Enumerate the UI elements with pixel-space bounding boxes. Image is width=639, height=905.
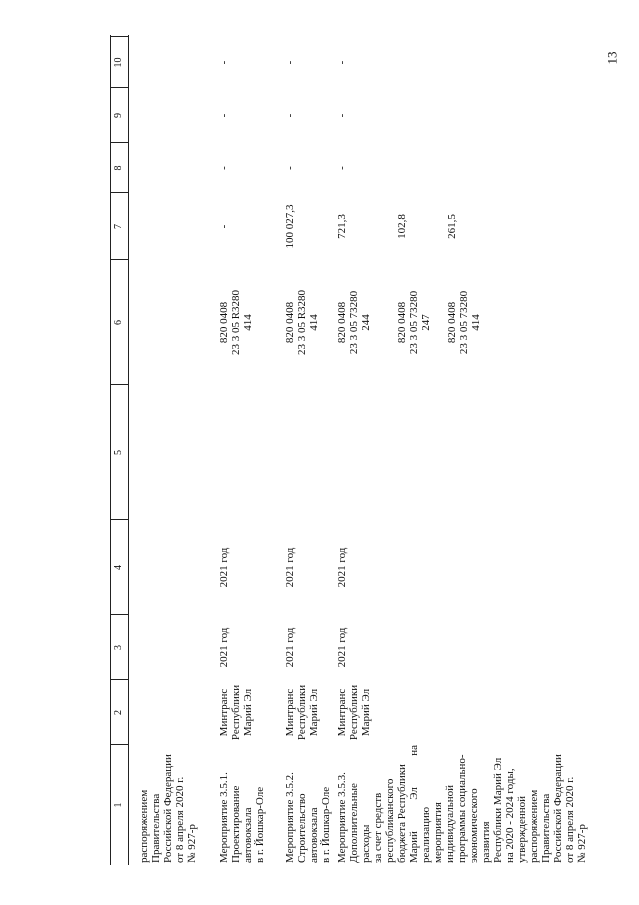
table-cell: -	[336, 166, 348, 170]
table-cell: 2021 год	[284, 627, 296, 668]
column-number: 3	[113, 645, 124, 650]
table-cell: распоряжением Правительства Российской Федерации от 8 апреля 2020 г. № 927-р	[138, 754, 198, 863]
table-cell: Мероприятие 3.5.1. Проектирование автовокзала в г. Йошкар-Оле	[218, 772, 266, 863]
table-cell: 2021 год	[336, 547, 348, 588]
column-number: 9	[113, 113, 124, 118]
page-number: 13	[604, 51, 620, 65]
table-cell: -	[336, 60, 348, 65]
header-bottom-rule	[128, 35, 129, 865]
table-cell: 100 027,3	[284, 204, 296, 249]
table-cell: -	[284, 60, 296, 65]
table-top-rule	[110, 35, 111, 865]
column-number: 5	[113, 450, 124, 455]
table-cell: -	[218, 224, 230, 229]
table-cell: -	[284, 166, 296, 170]
column-number: 1	[113, 802, 124, 808]
table-cell: -	[218, 166, 230, 170]
table-cell: 102,8	[396, 214, 408, 239]
table-cell: 261,5	[446, 214, 458, 239]
table-cell: 2021 год	[284, 547, 296, 588]
column-number: 6	[113, 320, 124, 325]
table-cell: 2021 год	[218, 627, 230, 668]
table-cell: 2021 год	[218, 547, 230, 588]
table-cell: -	[218, 113, 230, 118]
table-cell: 820 0408 23 3 05 73280 244	[336, 290, 372, 355]
table-cell: Мероприятие 3.5.3. Дополнительные расходы за счет средств республиканского бюджета Республики Марий Эл на реализацию мероприятия индивидуальной программы социально- экономического развития Республики Марий Эл на 2020 - 2024 годы, утвержденной распоряжением Правительства Российской Федерации от 8 апреля 2020 г. № 927-р	[336, 745, 588, 863]
table-cell: 820 0408 23 3 05 73280 247	[396, 290, 432, 355]
table-cell: Минтранс Республики Марий Эл	[284, 684, 320, 741]
table-cell: 721,3	[336, 214, 348, 239]
table-cell: 2021 год	[336, 627, 348, 668]
column-number: 4	[113, 565, 124, 570]
table-cell: -	[336, 113, 348, 118]
column-number: 8	[113, 165, 124, 171]
table-cell: -	[284, 113, 296, 118]
table-cell: 820 0408 23 3 05 R3280 414	[284, 289, 320, 356]
table-cell: 820 0408 23 3 05 R3280 414	[218, 289, 254, 356]
table-cell: -	[218, 60, 230, 65]
column-number: 7	[113, 224, 124, 229]
column-number: 2	[113, 710, 124, 715]
table-cell: Минтранс Республики Марий Эл	[218, 684, 254, 741]
column-number: 10	[113, 57, 124, 68]
table-cell: Мероприятие 3.5.2. Строительство автовокзала в г. Йошкар-Оле	[284, 772, 332, 863]
table-cell: 820 0408 23 3 05 73280 414	[446, 290, 482, 355]
table-cell: Минтранс Республики Марий Эл	[336, 684, 372, 741]
